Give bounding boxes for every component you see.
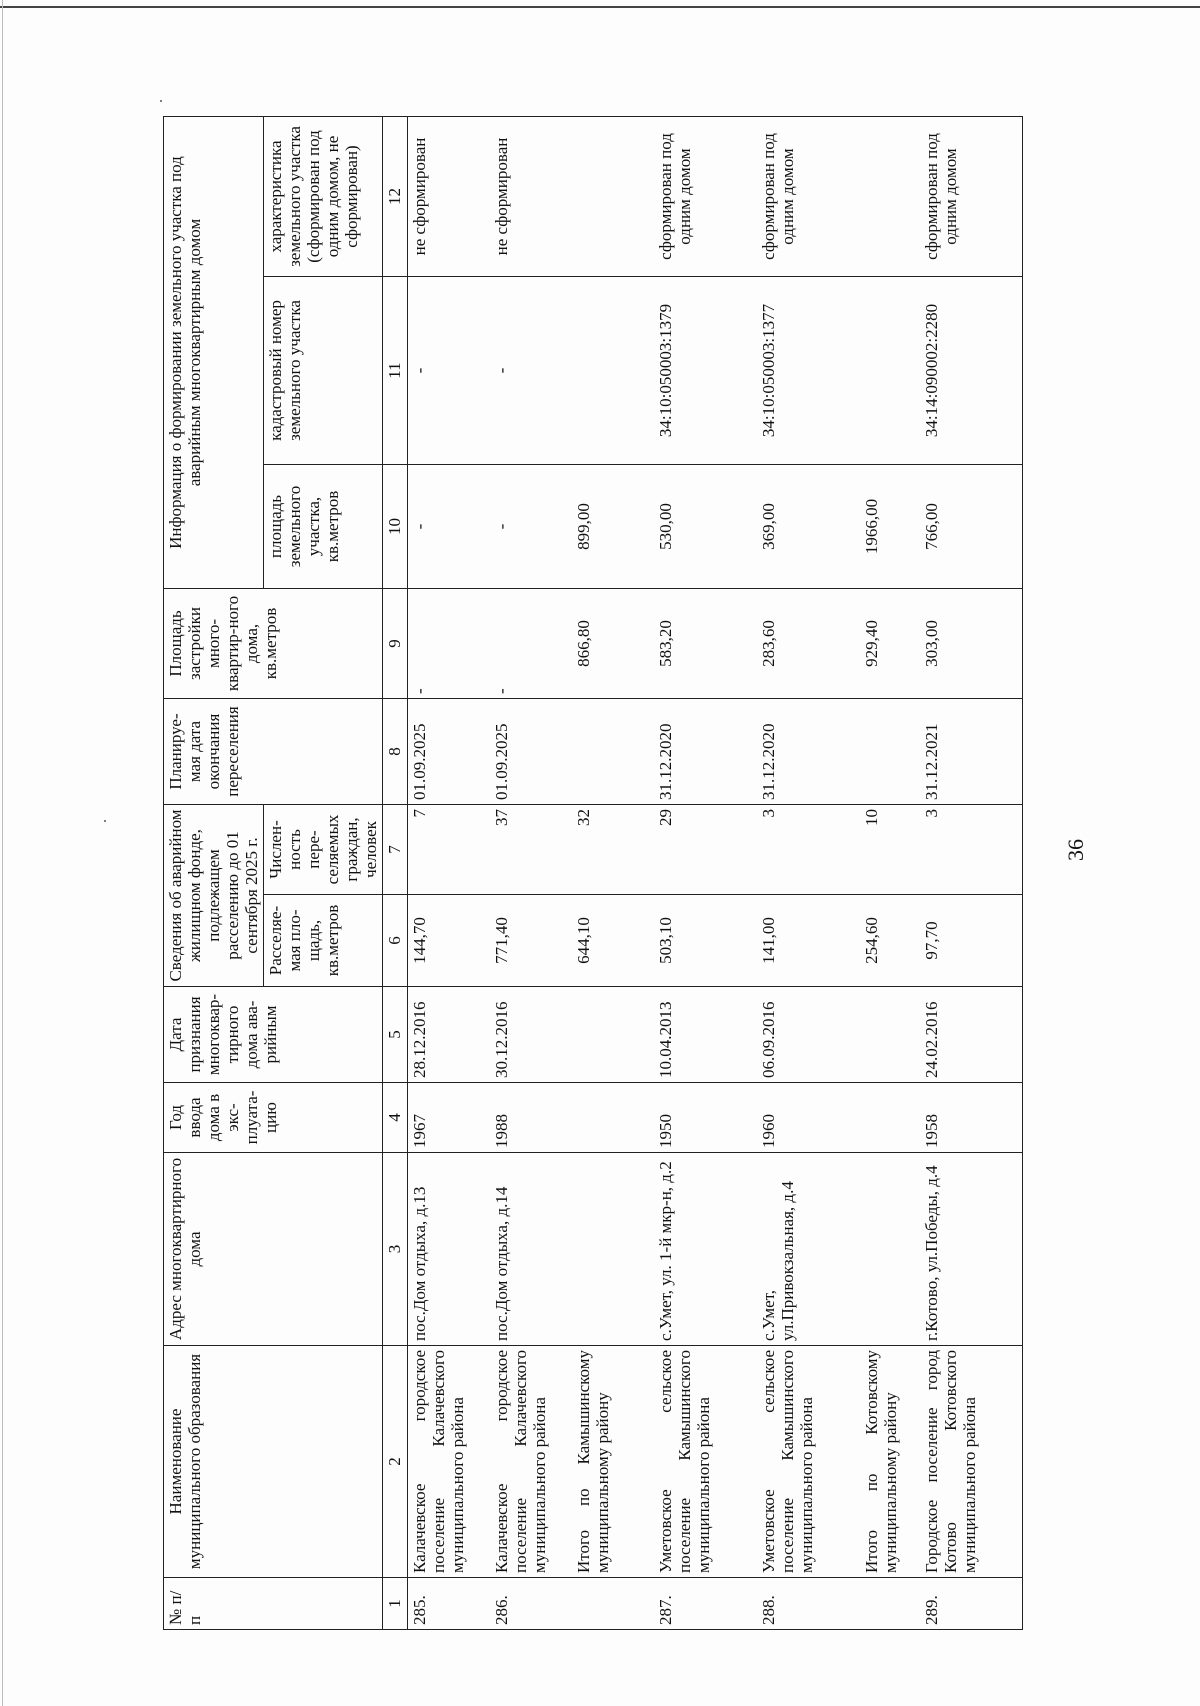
scan-edge-line [0, 6, 1200, 8]
building-area-cell: 283,60 [757, 589, 860, 699]
land-status-cell [572, 117, 654, 277]
column-number: 1 [383, 1578, 408, 1630]
subtotal-row [572, 117, 654, 1630]
land-status-cell: не сформирован [408, 117, 490, 277]
cadastral-cell [860, 277, 920, 465]
building-area-cell: 583,20 [654, 589, 757, 699]
planned-date-cell [860, 699, 920, 805]
year-cell: 1950 [654, 1083, 757, 1153]
year-cell: 1988 [490, 1083, 572, 1153]
header-municipality: Наименование муниципального образования [164, 1346, 383, 1578]
municipality-cell: Итого по Камышинскому муниципальному району [572, 1346, 654, 1578]
column-number: 4 [383, 1083, 408, 1153]
date-recognized-cell: 30.12.2016 [490, 987, 572, 1083]
resettled-area-cell: 144,70 [408, 895, 490, 987]
land-area-cell: - [490, 465, 572, 589]
land-area-cell: 369,00 [757, 465, 860, 589]
column-number: 11 [383, 277, 408, 465]
address-cell: г.Котово, ул.Победы, д.4 [920, 1153, 1023, 1346]
municipality-cell: Уметовское сельское поселение Камышинского муниципального района [757, 1346, 860, 1578]
row-number: 286. [490, 1578, 572, 1630]
municipality-cell: Итого по Котовскому муниципальному району [860, 1346, 920, 1578]
date-recognized-cell: 06.09.2016 [757, 987, 860, 1083]
scan-left-edge [2, 0, 3, 1706]
header-land-area: площадь земельного участка, кв.метров [264, 465, 383, 589]
municipality-cell: Городское поселение город Котово Котовского муниципального района [920, 1346, 1023, 1578]
header-land-plot-group: Информация о формировании земельного участка под аварийным многоквартирным домом [164, 117, 264, 589]
address-cell: пос.Дом отдыха, д.13 [408, 1153, 490, 1346]
cadastral-cell: 34:14:090002:2280 [920, 277, 1023, 465]
building-area-cell: 866,80 [572, 589, 654, 699]
address-cell [572, 1153, 654, 1346]
header-emergency-fund-group: Сведения об аварийном жилищном фонде, подлежащем расселению до 01 сентября 2025 г. [164, 805, 264, 987]
column-numbers-row [383, 117, 408, 1630]
land-area-cell: - [408, 465, 490, 589]
header-resettled-area: Расселяе-мая пло-щадь, кв.метров [264, 895, 383, 987]
table-row [654, 117, 757, 1630]
scan-speck [160, 100, 162, 102]
land-status-cell: сформирован под одним домом [920, 117, 1023, 277]
municipality-cell: Калачевское городское поселение Калачевского муниципального района [408, 1346, 490, 1578]
date-recognized-cell [572, 987, 654, 1083]
cadastral-cell: - [408, 277, 490, 465]
row-number: 289. [920, 1578, 1023, 1630]
land-area-cell: 1966,00 [860, 465, 920, 589]
header-date-recognized: Дата признания многоквар-тирного дома ава-рийным [164, 987, 383, 1083]
planned-date-cell: 01.09.2025 [408, 699, 490, 805]
cadastral-cell [572, 277, 654, 465]
row-number: 287. [654, 1578, 757, 1630]
column-number: 6 [383, 895, 408, 987]
building-area-cell: 303,00 [920, 589, 1023, 699]
planned-date-cell [572, 699, 654, 805]
date-recognized-cell [860, 987, 920, 1083]
year-cell: 1967 [408, 1083, 490, 1153]
people-cell: 29 [654, 805, 757, 895]
land-status-cell: не сформирован [490, 117, 572, 277]
date-recognized-cell: 24.02.2016 [920, 987, 1023, 1083]
column-number: 7 [383, 805, 408, 895]
row-number: 288. [757, 1578, 860, 1630]
planned-date-cell: 31.12.2020 [654, 699, 757, 805]
column-number: 12 [383, 117, 408, 277]
subtotal-row [860, 117, 920, 1630]
cadastral-cell: 34:10:050003:1377 [757, 277, 860, 465]
row-number [860, 1578, 920, 1630]
page-number: 36 [1063, 839, 1088, 861]
year-cell: 1960 [757, 1083, 860, 1153]
planned-date-cell: 31.12.2020 [757, 699, 860, 805]
people-cell: 7 [408, 805, 490, 895]
people-cell: 37 [490, 805, 572, 895]
row-number: 285. [408, 1578, 490, 1630]
header-building-area: Площадь застройки много-квартир-ного дома, кв.метров [164, 589, 383, 699]
people-cell: 10 [860, 805, 920, 895]
land-area-cell: 530,00 [654, 465, 757, 589]
address-cell: пос.Дом отдыха, д.14 [490, 1153, 572, 1346]
land-status-cell [860, 117, 920, 277]
table-row [757, 117, 860, 1630]
municipality-cell: Уметовское сельское поселение Камышинского муниципального района [654, 1346, 757, 1578]
header-row [164, 117, 264, 1630]
address-cell: с.Умет, ул.Привокзальная, д.4 [757, 1153, 860, 1346]
building-area-cell: - [490, 589, 572, 699]
cadastral-cell: 34:10:050003:1379 [654, 277, 757, 465]
column-number: 2 [383, 1346, 408, 1578]
resettled-area-cell: 97,70 [920, 895, 1023, 987]
municipality-cell: Калачевское городское поселение Калачевского муниципального района [490, 1346, 572, 1578]
resettled-area-cell: 254,60 [860, 895, 920, 987]
column-number: 3 [383, 1153, 408, 1346]
people-cell: 32 [572, 805, 654, 895]
resettled-area-cell: 141,00 [757, 895, 860, 987]
people-cell: 3 [757, 805, 860, 895]
building-area-cell: - [408, 589, 490, 699]
column-number: 5 [383, 987, 408, 1083]
table-row [920, 117, 1023, 1630]
table-row [408, 117, 490, 1630]
resettled-area-cell: 503,10 [654, 895, 757, 987]
people-cell: 3 [920, 805, 1023, 895]
address-cell [860, 1153, 920, 1346]
column-number: 9 [383, 589, 408, 699]
resettled-area-cell: 644,10 [572, 895, 654, 987]
column-number: 8 [383, 699, 408, 805]
address-cell: с.Умет, ул. 1-й мкр-н, д.2 [654, 1153, 757, 1346]
land-area-cell: 899,00 [572, 465, 654, 589]
resettled-area-cell: 771,40 [490, 895, 572, 987]
year-cell [572, 1083, 654, 1153]
header-people-count: Числен-ность пере-селяемых граждан, человек [264, 805, 383, 895]
cadastral-cell: - [490, 277, 572, 465]
header-planned-date: Планируе-мая дата окончания переселения [164, 699, 383, 805]
year-cell: 1958 [920, 1083, 1023, 1153]
document-page [163, 30, 1123, 1630]
header-cadastral-number: кадастровый номер земельного участка [264, 277, 383, 465]
year-cell [860, 1083, 920, 1153]
scan-speck [104, 820, 106, 822]
header-address: Адрес многоквартирного дома [164, 1153, 383, 1346]
date-recognized-cell: 10.04.2013 [654, 987, 757, 1083]
row-number [572, 1578, 654, 1630]
land-area-cell: 766,00 [920, 465, 1023, 589]
column-number: 10 [383, 465, 408, 589]
date-recognized-cell: 28.12.2016 [408, 987, 490, 1083]
land-status-cell: сформирован под одним домом [757, 117, 860, 277]
header-land-status: характеристика земельного участка (сформирован под одним домом, не сформирован) [264, 117, 383, 277]
building-area-cell: 929,40 [860, 589, 920, 699]
emergency-housing-table [163, 116, 1023, 1630]
land-status-cell: сформирован под одним домом [654, 117, 757, 277]
planned-date-cell: 31.12.2021 [920, 699, 1023, 805]
table-row [490, 117, 572, 1630]
header-year: Год ввода дома в экс-плуата-цию [164, 1083, 383, 1153]
planned-date-cell: 01.09.2025 [490, 699, 572, 805]
header-number: № п/п [164, 1578, 383, 1630]
